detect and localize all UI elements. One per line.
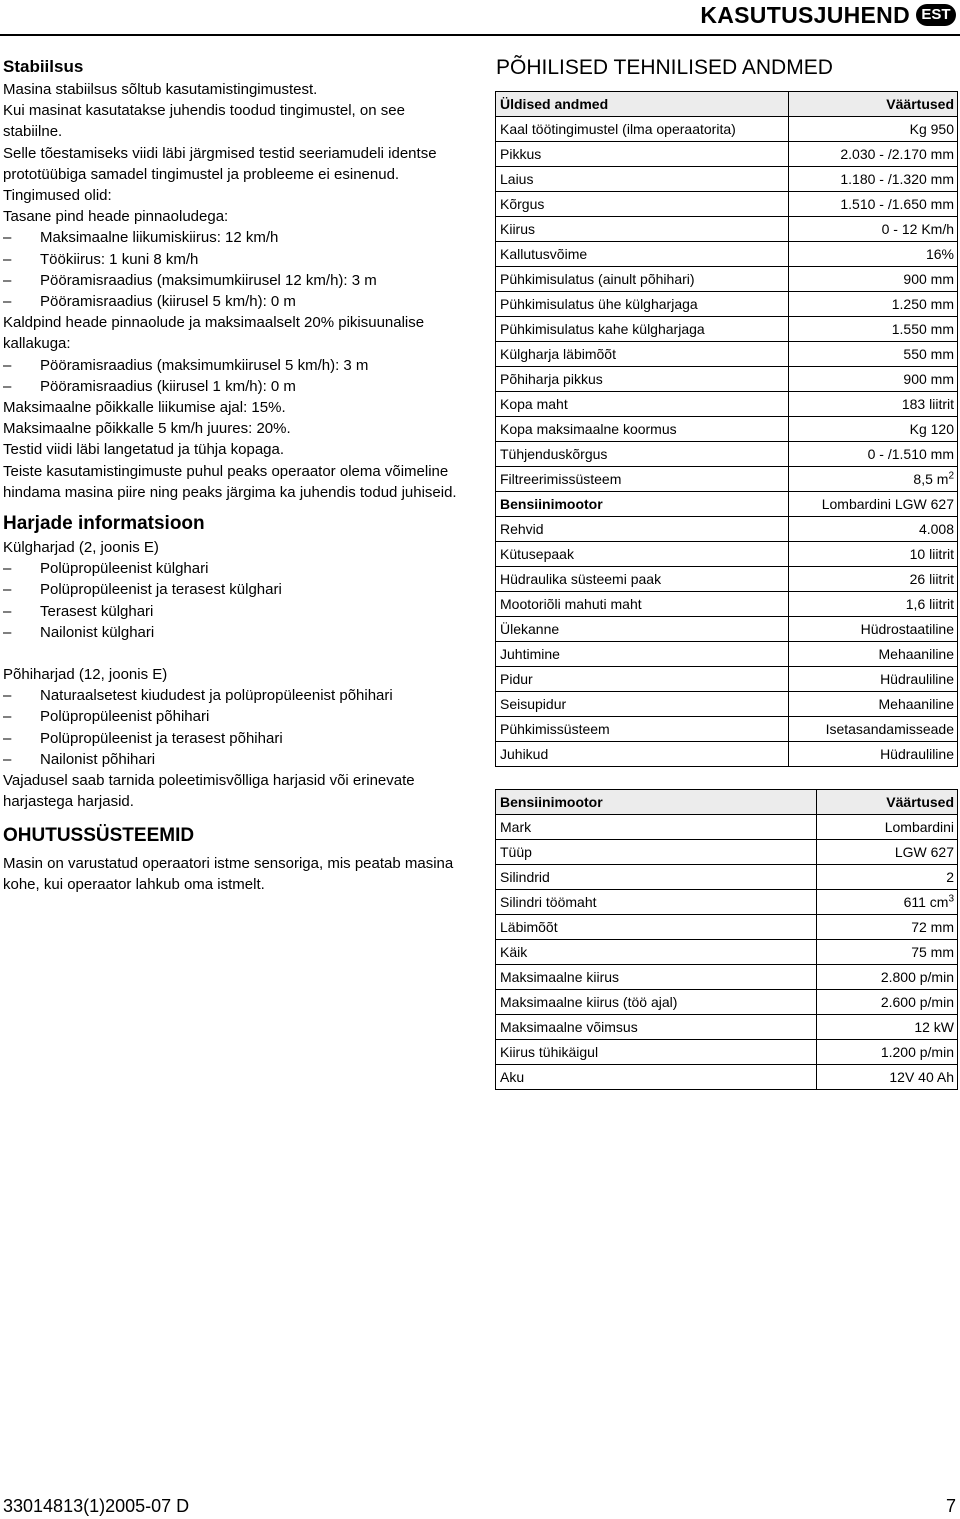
paragraph: Selle tõestamiseks viidi läbi järgmised testid seeriamudeli identse prototüübiga samadel tingimustel ja probleeme ei esinenud. Tingimused olid:: [3, 144, 437, 205]
row-value: 26 liitrit: [789, 567, 958, 592]
paragraph: Kui masinat kasutatakse juhendis toodud tingimustel, on see stabiilne.: [3, 102, 405, 141]
row-value: Kg 950: [789, 117, 958, 142]
paragraph: Tasane pind heade pinnaoludega:: [3, 208, 229, 226]
row-label: Pühkimisulatus (ainult põhihari): [496, 267, 789, 292]
engine-table: [495, 789, 958, 1090]
row-value: 2.600 p/min: [817, 990, 958, 1015]
table-row: [496, 467, 958, 492]
row-label: Silindrid: [496, 865, 817, 890]
table-body: [496, 517, 958, 767]
paragraph: Teiste kasutamistingimuste puhul peaks operaator olema võimeline hindama masina piire ning peaks järgima ka juhendis todud juhiseid.: [3, 462, 457, 501]
row-value: 0 - /1.510 mm: [789, 442, 958, 467]
row-value: 2.800 p/min: [817, 965, 958, 990]
row-label: Kiirus: [496, 217, 789, 242]
row-value: 75 mm: [817, 940, 958, 965]
row-value: 1.510 - /1.650 mm: [789, 192, 958, 217]
table-row: [496, 915, 958, 940]
manual-title: KASUTUSJUHEND: [700, 2, 910, 28]
table-row: [496, 592, 958, 617]
row-label: Kopa maht: [496, 392, 789, 417]
row-label: Kopa maksimaalne koormus: [496, 417, 789, 442]
value-text: 8,5 m: [913, 471, 949, 487]
table-row: [496, 167, 958, 192]
table-row: [496, 667, 958, 692]
row-value: 1,6 liitrit: [789, 592, 958, 617]
table-row: [496, 940, 958, 965]
row-value: [789, 467, 958, 492]
superscript: 2: [948, 470, 954, 482]
row-value: 72 mm: [817, 915, 958, 940]
row-label: Laius: [496, 167, 789, 192]
table-row: [496, 192, 958, 217]
row-label: Aku: [496, 1065, 817, 1090]
row-label: Filtreerimissüsteem: [496, 467, 789, 492]
left-column: [3, 55, 463, 895]
table-row: [496, 417, 958, 442]
row-value: Mehaaniline: [789, 642, 958, 667]
stability-heading: Stabiilsus: [3, 57, 84, 76]
row-label: Pühkimisulatus ühe külgharjaga: [496, 292, 789, 317]
spacer: [3, 643, 463, 664]
page-number: 7: [945, 1496, 956, 1516]
header-divider: [0, 34, 960, 36]
row-value: 900 mm: [789, 367, 958, 392]
header-cell: Väärtused: [789, 92, 958, 117]
table-row: [496, 1040, 958, 1065]
paragraph: Külgharjad (2, joonis E): [3, 539, 159, 557]
table-row: [496, 117, 958, 142]
row-value: Isetasandamisseade: [789, 717, 958, 742]
table-row: [496, 642, 958, 667]
table-row: [496, 965, 958, 990]
row-value: 10 liitrit: [789, 542, 958, 567]
row-value: 1.180 - /1.320 mm: [789, 167, 958, 192]
row-value: 550 mm: [789, 342, 958, 367]
row-label: Hüdraulika süsteemi paak: [496, 567, 789, 592]
row-value: Lombardini: [817, 815, 958, 840]
row-label: Pühkimissüsteem: [496, 717, 789, 742]
list-item: – Nailonist põhihari: [3, 749, 463, 770]
table-row: [496, 1015, 958, 1040]
document-number: 33014813(1)2005-07 D: [3, 1496, 190, 1516]
table-row: [496, 567, 958, 592]
list-item: – Pööramisraadius (maksimumkiirusel 12 km/h): 3 m: [3, 270, 463, 291]
row-value: 900 mm: [789, 267, 958, 292]
row-label: Tüüp: [496, 840, 817, 865]
row-value: 183 liitrit: [789, 392, 958, 417]
row-label: Rehvid: [496, 517, 789, 542]
table-body: [496, 117, 958, 467]
table-row: [496, 890, 958, 915]
row-label: Bensiinimootor: [496, 492, 789, 517]
list-item: – Maksimaalne liikumiskiirus: 12 km/h: [3, 227, 463, 248]
table-header-row: [496, 92, 958, 117]
row-label: Kaal töötingimustel (ilma operaatorita): [496, 117, 789, 142]
table-row: [496, 1065, 958, 1090]
list-item: – Töökiirus: 1 kuni 8 km/h: [3, 249, 463, 270]
header-cell: Väärtused: [817, 790, 958, 815]
list-item: – Polüpropüleenist ja terasest külghari: [3, 579, 463, 600]
row-value: 0 - 12 Km/h: [789, 217, 958, 242]
list-item: – Naturaalsetest kiududest ja polüpropüleenist põhihari: [3, 685, 463, 706]
row-label: Läbimõõt: [496, 915, 817, 940]
header-cell: Bensiinimootor: [496, 790, 817, 815]
paragraph: Masina stabiilsus sõltub kasutamistingimustest.: [3, 81, 318, 98]
tech-data-heading: PÕHILISED TEHNILISED ANDMED: [496, 56, 833, 79]
table-body: [496, 915, 958, 1090]
table-row: [496, 317, 958, 342]
language-badge: EST: [916, 4, 956, 26]
table-row: [496, 840, 958, 865]
table-row: [496, 692, 958, 717]
table-row: [496, 292, 958, 317]
row-value: 1.550 mm: [789, 317, 958, 342]
row-value: Hüdrauliline: [789, 667, 958, 692]
table-body: [496, 815, 958, 890]
row-label: Maksimaalne võimsus: [496, 1015, 817, 1040]
paragraph: Masin on varustatud operaatori istme sensoriga, mis peatab masina kohe, kui operaator lahkub oma istmelt.: [3, 854, 454, 893]
page-header: [0, 0, 960, 33]
row-label: Pikkus: [496, 142, 789, 167]
row-label: Silindri töömaht: [496, 890, 817, 915]
row-label: Kiirus tühikäigul: [496, 1040, 817, 1065]
row-value: 1.250 mm: [789, 292, 958, 317]
row-label: Juhtimine: [496, 642, 789, 667]
row-value: LGW 627: [817, 840, 958, 865]
row-value: [817, 890, 958, 915]
row-value: Lombardini LGW 627: [789, 492, 958, 517]
table-row: [496, 342, 958, 367]
row-label: Kütusepaak: [496, 542, 789, 567]
list-item: – Pööramisraadius (kiirusel 1 km/h): 0 m: [3, 376, 463, 397]
list-item: – Polüpropüleenist külghari: [3, 558, 463, 579]
brush-info-heading: Harjade informatsioon: [3, 513, 205, 535]
row-value: Hüdrostaatiline: [789, 617, 958, 642]
paragraph: Vajadusel saab tarnida poleetimisvõlliga harjasid või erinevate harjastega harjasid.: [3, 772, 415, 811]
row-label: Maksimaalne kiirus (töö ajal): [496, 990, 817, 1015]
row-label: Mark: [496, 815, 817, 840]
table-row: [496, 242, 958, 267]
row-label: Kallutusvõime: [496, 242, 789, 267]
row-value: 1.200 p/min: [817, 1040, 958, 1065]
superscript: 3: [948, 893, 954, 905]
list-item: – Pööramisraadius (maksimumkiirusel 5 km/h): 3 m: [3, 355, 463, 376]
table-row: [496, 542, 958, 567]
paragraph: Maksimaalne põikkalle 5 km/h juures: 20%.: [3, 420, 291, 438]
row-label: Seisupidur: [496, 692, 789, 717]
table-row: [496, 990, 958, 1015]
row-label: Ülekanne: [496, 617, 789, 642]
value-text: 611 cm: [903, 894, 949, 910]
safety-heading: OHUTUSSÜSTEEMID: [3, 824, 195, 846]
row-value: Mehaaniline: [789, 692, 958, 717]
row-label: Tühjenduskõrgus: [496, 442, 789, 467]
table-row: [496, 267, 958, 292]
table-row: [496, 217, 958, 242]
paragraph: Maksimaalne põikkalle liikumise ajal: 15%.: [3, 399, 286, 417]
paragraph: Põhiharjad (12, joonis E): [3, 666, 168, 684]
table-row: [496, 442, 958, 467]
row-value: 2.030 - /2.170 mm: [789, 142, 958, 167]
paragraph: Testid viidi läbi langetatud ja tühja kopaga.: [3, 441, 285, 459]
table-row: [496, 392, 958, 417]
row-label: Maksimaalne kiirus: [496, 965, 817, 990]
table-row: [496, 815, 958, 840]
row-value: 4.008: [789, 517, 958, 542]
row-label: Pidur: [496, 667, 789, 692]
row-label: Juhikud: [496, 742, 789, 767]
table-row: [496, 617, 958, 642]
table-row: [496, 717, 958, 742]
table-row: [496, 742, 958, 767]
row-value: Hüdrauliline: [789, 742, 958, 767]
table-header-row: [496, 790, 958, 815]
table-row: [496, 517, 958, 542]
table-row: [496, 367, 958, 392]
row-value: 12 kW: [817, 1015, 958, 1040]
row-label: Käik: [496, 940, 817, 965]
list-item: – Polüpropüleenist ja terasest põhihari: [3, 728, 463, 749]
row-value: 16%: [789, 242, 958, 267]
general-data-table: [495, 91, 958, 767]
row-label: Külgharja läbimõõt: [496, 342, 789, 367]
list-item: – Polüpropüleenist põhihari: [3, 706, 463, 727]
paragraph: Kaldpind heade pinnaolude ja maksimaalselt 20% pikisuunalise kallakuga:: [3, 314, 425, 353]
row-label: Mootoriõli mahuti maht: [496, 592, 789, 617]
row-value: 2: [817, 865, 958, 890]
row-label: Pühkimisulatus kahe külgharjaga: [496, 317, 789, 342]
row-label: Põhiharja pikkus: [496, 367, 789, 392]
table-row: [496, 142, 958, 167]
right-column: [495, 55, 958, 1090]
row-label: Kõrgus: [496, 192, 789, 217]
row-value: Kg 120: [789, 417, 958, 442]
table-row: [496, 492, 958, 517]
list-item: – Nailonist külghari: [3, 622, 463, 643]
row-value: 12V 40 Ah: [817, 1065, 958, 1090]
table-row: [496, 865, 958, 890]
list-item: – Terasest külghari: [3, 601, 463, 622]
header-cell: Üldised andmed: [496, 92, 789, 117]
list-item: – Pööramisraadius (kiirusel 5 km/h): 0 m: [3, 291, 463, 312]
